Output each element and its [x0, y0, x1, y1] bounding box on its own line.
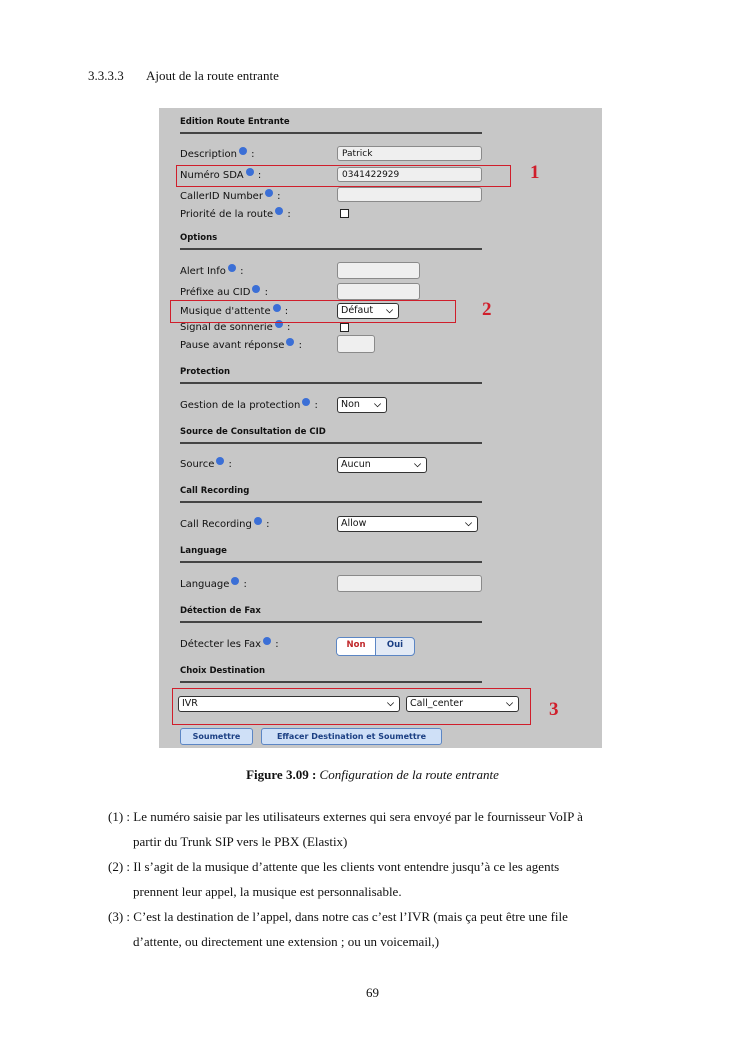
note-2-line-1: (2) : Il s’agit de la musique d’attente que les clients vont entendre jusqu’à ce les agents: [108, 859, 560, 874]
note-3-line-2: d’attente, ou directement une extension ; ou un voicemail,): [133, 934, 440, 949]
label-detecter-fax: Détecter les Fax :: [180, 639, 279, 650]
description-input[interactable]: Patrick: [337, 146, 482, 161]
label-gestion: Gestion de la protection :: [180, 400, 318, 411]
note-2: [108, 854, 674, 904]
section-destination: Choix Destination: [180, 666, 482, 683]
note-1-line-1: (1) : Le numéro saisie par les utilisateurs externes qui sera envoyé par le fournisseur VoIP à: [108, 809, 583, 824]
note-3: [108, 904, 674, 954]
destination-target-select[interactable]: Call_center ⌵: [406, 696, 519, 712]
fax-no-option[interactable]: Non: [337, 638, 376, 655]
section-edition: Edition Route Entrante: [180, 117, 482, 134]
signal-checkbox[interactable]: [340, 323, 349, 332]
help-icon[interactable]: [302, 398, 310, 406]
marker-1: 1: [530, 162, 540, 183]
marker-2: 2: [482, 299, 492, 320]
chevron-down-icon: ⌵: [414, 460, 421, 470]
source-select[interactable]: Aucun ⌵: [337, 457, 427, 473]
label-language: Language :: [180, 579, 247, 590]
note-1-line-2: partir du Trunk SIP vers le PBX (Elastix): [133, 834, 348, 849]
note-2-line-2: prennent leur appel, la musique est personnalisable.: [133, 884, 402, 899]
chevron-down-icon: ⌵: [465, 519, 472, 529]
section-heading: [88, 68, 279, 84]
pause-input[interactable]: [337, 335, 375, 353]
figure-caption: [0, 767, 745, 783]
highlight-box-2: [170, 300, 456, 323]
caption-label: Figure 3.09 :: [246, 767, 317, 782]
submit-button[interactable]: Soumettre: [180, 728, 253, 745]
page-number: 69: [366, 985, 379, 1000]
section-protection: Protection: [180, 367, 482, 384]
section-language: Language: [180, 546, 482, 563]
callerid-input[interactable]: [337, 187, 482, 202]
help-icon[interactable]: [286, 338, 294, 346]
musique-select[interactable]: Défaut ⌵: [337, 303, 399, 319]
label-numero-sda: Numéro SDA :: [180, 170, 262, 181]
section-title: Ajout de la route entrante: [146, 68, 279, 83]
alert-info-input[interactable]: [337, 262, 420, 279]
chevron-down-icon: ⌵: [386, 306, 393, 316]
label-call-recording: Call Recording :: [180, 519, 270, 530]
help-icon[interactable]: [275, 207, 283, 215]
chevron-down-icon: ⌵: [387, 699, 394, 709]
section-options: Options: [180, 233, 482, 250]
help-icon[interactable]: [239, 147, 247, 155]
language-input[interactable]: [337, 575, 482, 592]
label-callerid: CallerID Number :: [180, 191, 281, 202]
clear-submit-button[interactable]: Effacer Destination et Soumettre: [261, 728, 442, 745]
fax-yes-option[interactable]: Oui: [386, 640, 404, 650]
label-description: Description :: [180, 149, 255, 160]
marker-3: 3: [549, 699, 559, 720]
help-icon[interactable]: [263, 637, 271, 645]
help-icon[interactable]: [252, 285, 260, 293]
label-priorite: Priorité de la route :: [180, 209, 291, 220]
help-icon[interactable]: [231, 577, 239, 585]
help-icon[interactable]: [228, 264, 236, 272]
section-fax: Détection de Fax: [180, 606, 482, 623]
label-musique: Musique d'attente :: [180, 306, 289, 317]
chevron-down-icon: ⌵: [374, 400, 381, 410]
help-icon[interactable]: [216, 457, 224, 465]
destination-type-select[interactable]: IVR ⌵: [178, 696, 400, 712]
help-icon[interactable]: [265, 189, 273, 197]
gestion-select[interactable]: Non ⌵: [337, 397, 387, 413]
highlight-box-3: [172, 688, 531, 725]
call-recording-select[interactable]: Allow ⌵: [337, 516, 478, 532]
numero-sda-input[interactable]: 0341422929: [337, 167, 482, 182]
label-pause: Pause avant réponse :: [180, 340, 302, 351]
label-prefixe: Préfixe au CID :: [180, 287, 268, 298]
label-alert-info: Alert Info :: [180, 266, 244, 277]
note-1: [108, 804, 674, 854]
priorite-checkbox[interactable]: [340, 209, 349, 218]
prefixe-input[interactable]: [337, 283, 420, 300]
note-3-line-1: (3) : C’est la destination de l’appel, dans notre cas c’est l’IVR (mais ça peut être une file: [108, 909, 568, 924]
highlight-box-1: [176, 165, 511, 187]
label-source: Source :: [180, 459, 232, 470]
help-icon[interactable]: [254, 517, 262, 525]
section-cid-source: Source de Consultation de CID: [180, 427, 482, 444]
screenshot-panel: [159, 108, 602, 748]
chevron-down-icon: ⌵: [506, 699, 513, 709]
section-number: 3.3.3.3: [88, 68, 124, 83]
section-call-recording: Call Recording: [180, 486, 482, 503]
label-signal: Signal de sonnerie :: [180, 322, 291, 333]
caption-text: Configuration de la route entrante: [319, 767, 499, 782]
fax-toggle: [336, 637, 415, 656]
